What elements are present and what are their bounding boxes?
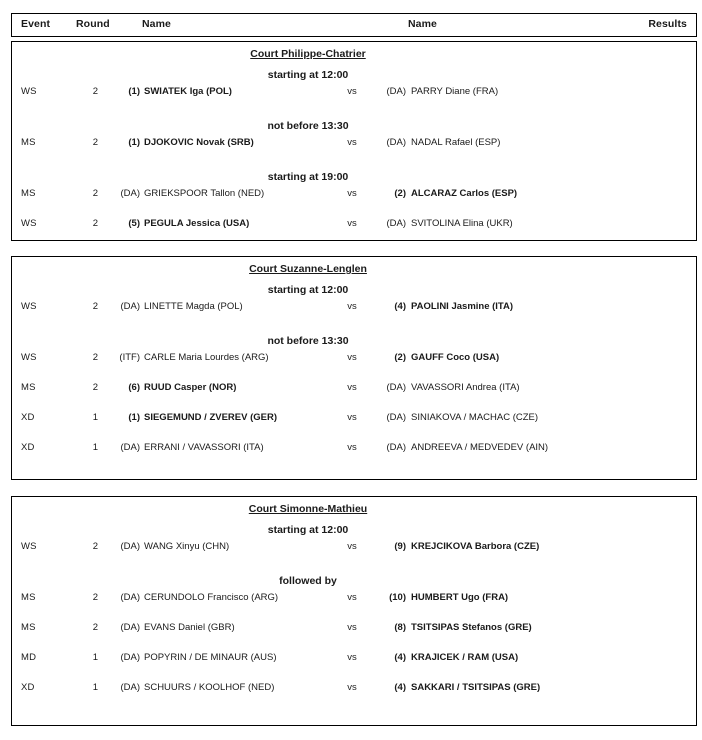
- column-header-name-left: Name: [142, 18, 171, 30]
- player-right-name: NADAL Rafael (ESP): [411, 137, 501, 148]
- match-event: MS: [21, 622, 36, 633]
- match-row[interactable]: [12, 137, 698, 151]
- table-header-row: [11, 13, 697, 37]
- match-event: XD: [21, 412, 35, 423]
- column-header-event: Event: [21, 18, 51, 30]
- match-event: WS: [21, 352, 37, 363]
- match-row[interactable]: [12, 622, 698, 636]
- player-left-name: GRIEKSPOOR Tallon (NED): [144, 188, 265, 199]
- match-round: 2: [92, 137, 98, 148]
- player-right-name: PARRY Diane (FRA): [411, 86, 499, 97]
- player-left-seed: (DA): [120, 301, 140, 312]
- court-title-text: Court Philippe-Chatrier: [250, 48, 366, 60]
- match-round: 2: [92, 86, 98, 97]
- session-time-text: starting at 12:00: [267, 524, 349, 536]
- player-left-seed: (DA): [120, 592, 140, 603]
- player-left-name: POPYRIN / DE MINAUR (AUS): [144, 652, 277, 663]
- match-round: 1: [92, 412, 98, 423]
- player-left-seed: (DA): [120, 442, 140, 453]
- court-title: [12, 503, 698, 515]
- match-row[interactable]: [12, 541, 698, 555]
- match-round: 2: [92, 622, 98, 633]
- match-row[interactable]: [12, 352, 698, 366]
- player-right-name: GAUFF Coco (USA): [411, 352, 500, 363]
- player-left-seed: (1): [128, 86, 140, 97]
- player-right-name: TSITSIPAS Stefanos (GRE): [411, 622, 532, 633]
- versus-label: vs: [347, 137, 357, 148]
- court-section: [11, 41, 697, 241]
- court-title-text: Court Simonne-Mathieu: [248, 503, 368, 515]
- player-right-seed: (4): [394, 652, 406, 663]
- match-event: WS: [21, 301, 37, 312]
- match-round: 2: [92, 592, 98, 603]
- player-right-name: ANDREEVA / MEDVEDEV (AIN): [411, 442, 549, 453]
- session-time-heading: [12, 524, 698, 536]
- match-event: MS: [21, 188, 36, 199]
- versus-label: vs: [347, 382, 357, 393]
- player-right-name: PAOLINI Jasmine (ITA): [411, 301, 514, 312]
- versus-label: vs: [347, 442, 357, 453]
- player-left-seed: (1): [128, 412, 140, 423]
- player-left-name: WANG Xinyu (CHN): [144, 541, 230, 552]
- match-row[interactable]: [12, 382, 698, 396]
- versus-label: vs: [347, 682, 357, 693]
- player-right-seed: (10): [389, 592, 406, 603]
- column-header-round: Round: [76, 18, 110, 30]
- match-row[interactable]: [12, 412, 698, 426]
- player-left-seed: (5): [128, 218, 140, 229]
- player-right-name: SAKKARI / TSITSIPAS (GRE): [411, 682, 541, 693]
- player-left-name: EVANS Daniel (GBR): [144, 622, 235, 633]
- column-header-name-right: Name: [408, 18, 437, 30]
- player-left-name: DJOKOVIC Novak (SRB): [144, 137, 254, 148]
- session-time-heading: [12, 284, 698, 296]
- player-left-name: ERRANI / VAVASSORI (ITA): [144, 442, 264, 453]
- match-event: WS: [21, 541, 37, 552]
- player-left-name: LINETTE Magda (POL): [144, 301, 243, 312]
- session-time-text: not before 13:30: [267, 335, 349, 347]
- match-event: XD: [21, 682, 35, 693]
- versus-label: vs: [347, 301, 357, 312]
- player-right-seed: (DA): [386, 137, 406, 148]
- versus-label: vs: [347, 592, 357, 603]
- match-round: 1: [92, 442, 98, 453]
- match-round: 2: [92, 188, 98, 199]
- player-right-seed: (DA): [386, 86, 406, 97]
- session-time-text: starting at 12:00: [267, 284, 349, 296]
- match-round: 2: [92, 541, 98, 552]
- player-left-name: RUUD Casper (NOR): [144, 382, 237, 393]
- session-time-heading: [12, 171, 698, 183]
- match-round: 2: [92, 352, 98, 363]
- player-right-name: SVITOLINA Elina (UKR): [411, 218, 513, 229]
- session-time-heading: [12, 335, 698, 347]
- player-left-seed: (ITF): [119, 352, 140, 363]
- match-row[interactable]: [12, 218, 698, 232]
- player-left-name: CARLE Maria Lourdes (ARG): [144, 352, 269, 363]
- session-time-heading: [12, 69, 698, 81]
- player-left-name: SWIATEK Iga (POL): [144, 86, 232, 97]
- player-right-seed: (8): [394, 622, 406, 633]
- match-round: 1: [92, 652, 98, 663]
- versus-label: vs: [347, 412, 357, 423]
- match-event: MD: [21, 652, 37, 663]
- match-row[interactable]: [12, 682, 698, 696]
- player-right-seed: (2): [394, 352, 406, 363]
- player-left-name: SIEGEMUND / ZVEREV (GER): [144, 412, 278, 423]
- court-title-text: Court Suzanne-Lenglen: [249, 263, 367, 275]
- versus-label: vs: [347, 652, 357, 663]
- player-left-seed: (DA): [120, 188, 140, 199]
- player-right-name: HUMBERT Ugo (FRA): [411, 592, 509, 603]
- player-left-name: CERUNDOLO Francisco (ARG): [144, 592, 279, 603]
- match-event: MS: [21, 592, 36, 603]
- match-row[interactable]: [12, 592, 698, 606]
- player-right-name: VAVASSORI Andrea (ITA): [411, 382, 520, 393]
- player-right-seed: (DA): [386, 382, 406, 393]
- match-round: 2: [92, 382, 98, 393]
- session-time-text: starting at 19:00: [267, 171, 349, 183]
- match-round: 1: [92, 682, 98, 693]
- versus-label: vs: [347, 622, 357, 633]
- match-row[interactable]: [12, 188, 698, 202]
- player-left-seed: (DA): [120, 622, 140, 633]
- player-right-seed: (4): [394, 301, 406, 312]
- player-right-seed: (9): [394, 541, 406, 552]
- player-right-seed: (DA): [386, 412, 406, 423]
- player-left-seed: (6): [128, 382, 140, 393]
- match-event: WS: [21, 86, 37, 97]
- session-time-text: starting at 12:00: [267, 69, 349, 81]
- player-right-name: KRAJICEK / RAM (USA): [411, 652, 519, 663]
- court-title: [12, 263, 698, 275]
- player-left-seed: (DA): [120, 682, 140, 693]
- column-header-results: Results: [648, 18, 687, 30]
- player-right-name: ALCARAZ Carlos (ESP): [411, 188, 518, 199]
- player-right-seed: (DA): [386, 218, 406, 229]
- match-row[interactable]: [12, 652, 698, 666]
- player-right-name: KREJCIKOVA Barbora (CZE): [411, 541, 540, 552]
- match-event: MS: [21, 382, 36, 393]
- player-left-seed: (DA): [120, 541, 140, 552]
- match-round: 2: [92, 301, 98, 312]
- session-time-text: not before 13:30: [267, 120, 349, 132]
- versus-label: vs: [347, 541, 357, 552]
- versus-label: vs: [347, 218, 357, 229]
- match-round: 2: [92, 218, 98, 229]
- player-left-name: PEGULA Jessica (USA): [144, 218, 250, 229]
- session-time-heading: [12, 575, 698, 587]
- match-event: MS: [21, 137, 36, 148]
- player-left-name: SCHUURS / KOOLHOF (NED): [144, 682, 275, 693]
- versus-label: vs: [347, 352, 357, 363]
- match-event: WS: [21, 218, 37, 229]
- session-time-heading: [12, 120, 698, 132]
- versus-label: vs: [347, 188, 357, 199]
- court-section: [11, 256, 697, 480]
- match-row[interactable]: [12, 301, 698, 315]
- court-title: [12, 48, 698, 60]
- player-right-seed: (4): [394, 682, 406, 693]
- match-row[interactable]: [12, 442, 698, 456]
- versus-label: vs: [347, 86, 357, 97]
- player-right-seed: (DA): [386, 442, 406, 453]
- player-left-seed: (1): [128, 137, 140, 148]
- player-left-seed: (DA): [120, 652, 140, 663]
- player-right-name: SINIAKOVA / MACHAC (CZE): [411, 412, 539, 423]
- match-event: XD: [21, 442, 35, 453]
- player-right-seed: (2): [394, 188, 406, 199]
- match-row[interactable]: [12, 86, 698, 100]
- court-section: [11, 496, 697, 726]
- session-time-text: followed by: [279, 575, 337, 587]
